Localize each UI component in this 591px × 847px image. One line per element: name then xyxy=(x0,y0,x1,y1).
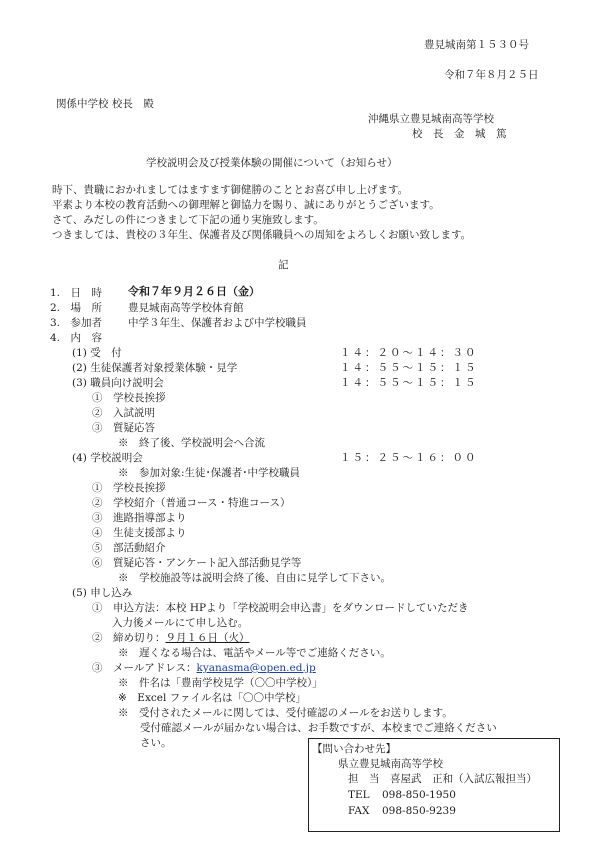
note: ※ 件名は「豊南学校見学（〇〇中学校）」 xyxy=(118,677,323,689)
sub-item: ⑥ 質疑応答・アンケート記入部活動見学等 xyxy=(92,557,302,569)
contact-organization: 県立豊見城南高等学校 xyxy=(338,758,443,770)
document-title: 学校説明会及び授業体験の開催について（お知らせ） xyxy=(146,157,398,169)
sub-item: ① 学校長挨拶 xyxy=(92,482,166,494)
schedule-label: (1) 受 付 xyxy=(72,347,122,359)
schedule-label: (3) 職員向け説明会 xyxy=(72,377,164,389)
item-date-label: 1. 日 時 xyxy=(50,287,103,299)
item-place-value: 豊見城南高等学校体育館 xyxy=(128,302,244,314)
schedule-label: (2) 生徒保護者対象授業体験・見学 xyxy=(72,362,238,374)
schedule-time: １４：５５～１５：１５ xyxy=(340,377,478,389)
contact-tel-label: TEL xyxy=(348,789,370,801)
note: ※ 遅くなる場合は、電話やメール等でご連絡ください。 xyxy=(118,647,391,659)
sub-item: ② 学校紹介（普通コース・特進コース） xyxy=(92,497,291,509)
email-label: ③ メールアドレス： xyxy=(92,662,197,674)
item-place-label: 2. 場 所 xyxy=(50,302,103,314)
contact-title: 【問い合わせ先】 xyxy=(312,743,396,755)
intro-line: つきましては、貴校の３年生、保護者及び関係職員への周知をよろしくお願い致します。 xyxy=(52,229,472,241)
intro-line: 時下、貴職におかれましてはますます御健勝のこととお喜び申し上げます。 xyxy=(52,184,409,196)
schedule-time: １５：２５～１６：００ xyxy=(340,452,478,464)
contact-person: 担 当 喜屋武 正和（入試広報担当） xyxy=(348,773,537,785)
note: 受付確認メールが届かない場合は、お手数ですが、本校までご連絡ください xyxy=(140,722,497,734)
item-date-value: 令和７年９月２６日（金） xyxy=(128,285,260,298)
contact-fax: 098-850-9239 xyxy=(382,805,456,817)
sender-organization: 沖縄県立豊見城南高等学校 xyxy=(368,113,494,125)
intro-line: 平素より本校の教育活動への御理解と御協力を賜り、誠にありがとうございます。 xyxy=(52,199,440,211)
ki-heading: 記 xyxy=(278,259,289,271)
intro-line: さて、みだしの件につきまして下記の通り実施致します。 xyxy=(52,214,324,226)
sender-name: 校 長 金 城 篤 xyxy=(412,128,507,140)
sub-item: ① 学校長挨拶 xyxy=(92,392,166,404)
document-number: 豊見城南第１５３０号 xyxy=(424,39,529,51)
sub-item: ② 入試説明 xyxy=(92,407,155,419)
application-method-cont: 入力後メールにて申し込む。 xyxy=(112,617,249,629)
document-date: 令和７年８月２５日 xyxy=(444,69,539,81)
note: ※ Excel ファイル名は「〇〇中学校」 xyxy=(118,692,306,704)
deadline-label: ② 締め切り： xyxy=(92,632,166,644)
deadline-date: ９月１６日（火） xyxy=(165,632,250,644)
item-content-label: 4. 内 容 xyxy=(50,332,103,344)
recipient: 関係中学校 校長 殿 xyxy=(56,98,154,110)
note: ※ 学校施設等は説明会終了後、自由に見学して下さい。 xyxy=(118,572,391,584)
item-participants-value: 中学３年生、保護者および中学校職員 xyxy=(128,317,307,329)
sub-item: ③ 質疑応答 xyxy=(92,422,155,434)
schedule-label: (5) 申し込み xyxy=(72,587,133,599)
sub-item: ③ 進路指導部より xyxy=(92,512,187,524)
schedule-time: １４：２０～１４：３０ xyxy=(340,347,478,359)
sub-item: ④ 生徒支援部より xyxy=(92,527,187,539)
contact-fax-label: FAX xyxy=(348,805,370,817)
contact-tel: 098-850-1950 xyxy=(382,789,456,801)
email-link[interactable]: kyanasma@open.ed.jp xyxy=(196,662,316,674)
schedule-label: (4) 学校説明会 xyxy=(72,452,143,464)
deadline-line xyxy=(92,631,250,645)
note: ※ 受付されたメールに関しては、受付確認のメールをお送りします。 xyxy=(118,707,453,719)
item-participants-label: 3. 参加者 xyxy=(50,317,103,329)
note: ※ 終了後、学校説明会へ合流 xyxy=(118,437,265,449)
sub-item: ⑤ 部活動紹介 xyxy=(92,542,166,554)
schedule-time: １４：５５～１５：１５ xyxy=(340,362,478,374)
application-method: ① 申込方法：本校 HPより「学校説明会申込書」をダウンロードしていただき xyxy=(92,602,469,614)
note: ※ 参加対象:生徒･保護者･中学校職員 xyxy=(118,467,301,479)
email-line xyxy=(92,661,316,675)
note: さい。 xyxy=(140,737,172,749)
